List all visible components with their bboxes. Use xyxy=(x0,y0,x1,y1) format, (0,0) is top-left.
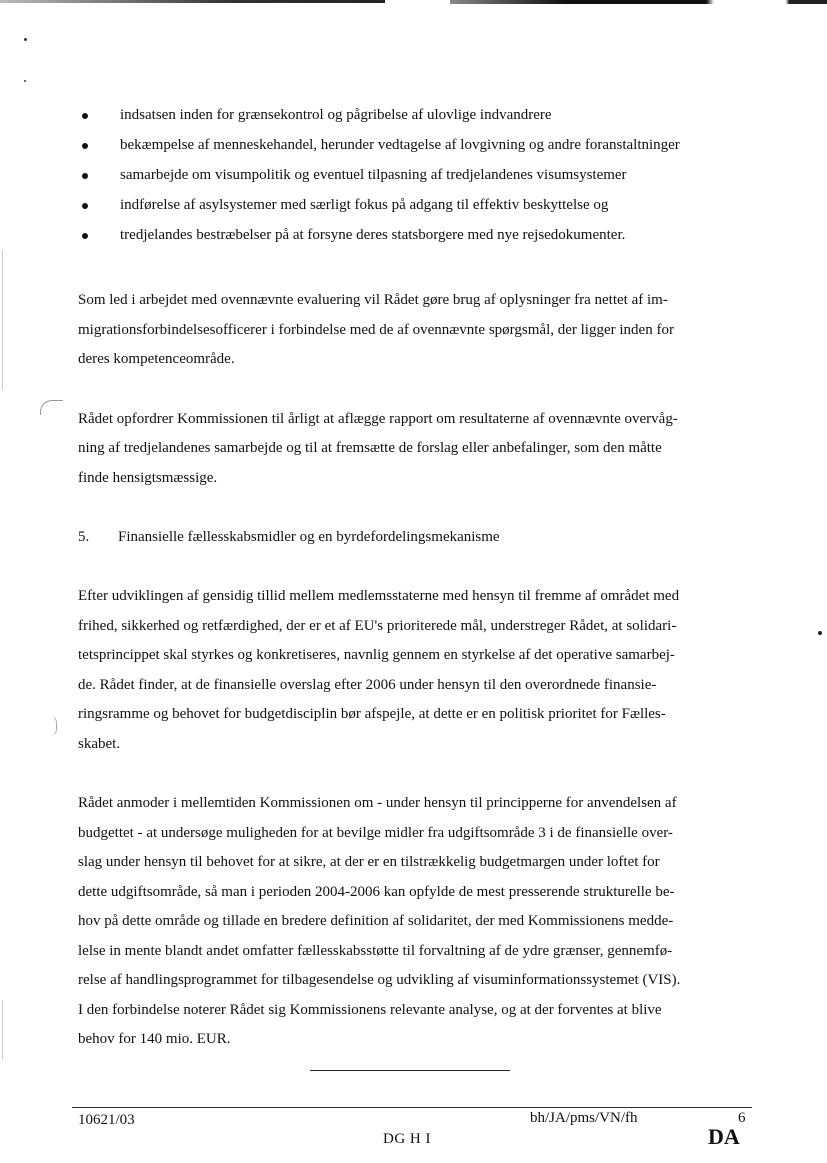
margin-paren-mark xyxy=(50,716,57,736)
section-title: Finansielle fællesskabsmidler og en byrdefordelingsmekanisme xyxy=(118,529,500,545)
margin-bracket-mark xyxy=(40,400,63,415)
list-item: samarbejde om visumpolitik og eventuel tilpasning af tredjelandenes visumsystemer xyxy=(78,160,750,190)
scan-speck xyxy=(24,80,26,82)
list-item: indførelse af asylsystemer med særligt fokus på adgang til effektiv beskyttelse og xyxy=(78,190,750,220)
scan-edge-right xyxy=(450,0,827,4)
margin-line xyxy=(2,250,3,390)
bullet-dot-icon xyxy=(82,113,88,119)
paragraph-solidarity: Efter udviklingen af gensidig tillid mellem medlemsstaterne med hensyn til fremme af området med frihed, sikkerhed og retfærdighed, der er et af EU's prioriterede mål, understreger Rådet, at solidari- tetsprincippet skal styrkes og konkretiseres, navnlig gennem en styrkelse af det operative samarbej- de. Rådet finder, at de finansielle overslag efter 2006 under hensyn til den overordnede finansie- ringsramme og behovet for budgetdisciplin bør afspejle, at dette er en politisk prioritet for Fælles- skabet. xyxy=(78,588,680,752)
section-heading xyxy=(78,523,750,552)
page-number: 6 xyxy=(738,1110,746,1126)
scan-speck xyxy=(24,38,27,41)
language-code: DA xyxy=(708,1124,740,1149)
author-initials: bh/JA/pms/VN/fh xyxy=(530,1110,638,1126)
list-item: indsatsen inden for grænsekontrol og pågribelse af ulovlige indvandrere xyxy=(78,100,750,130)
paragraph-budget-request: Rådet anmoder i mellemtiden Kommissionen om - under hensyn til principperne for anvendelsen af budgettet - at undersøge muligheden for at bevilge midler fra udgiftsområde 3 i de finansielle over- slag under hensyn til behovet for at sikre, at der er en tilstrækkelig budgetmargen under loftet for dette udgiftsområde, så man i perioden 2004-2006 kan opfylde de mest presserende strukturelle be- hov på dette område og tillade en bredere definition af solidaritet, der med Kommissionens medde- lelse in mente blandt andet omfatter fællesskabsstøtte til forvaltning af de ydre grænser, gennemfø- relse af handlingsprogrammet for tilbagesendelse og udvikling af visuminformationssystemet (VIS). I den forbindelse noterer Rådet sig Kommissionens relevante analyse, og at der forventes at blive behov for 140 mio. EUR. xyxy=(78,795,681,1047)
bullet-dot-icon xyxy=(82,203,88,209)
scan-edge-left xyxy=(0,0,385,3)
list-item: bekæmpelse af menneskehandel, herunder vedtagelse af lovgivning og andre foranstaltninger xyxy=(78,130,750,160)
list-item: tredjelandes bestræbelser på at forsyne deres statsborgere med nye rejsedokumenter. xyxy=(78,220,750,250)
scan-speck xyxy=(818,631,822,635)
paragraph-annual-report: Rådet opfordrer Kommissionen til årligt at aflægge rapport om resultaterne af ovennævnte overvåg- ning af tredjelandenes samarbejde og til at fremsætte de forslag eller anbefalinger, som den måtte finde hensigtsmæssige. xyxy=(78,410,678,486)
footer-rule xyxy=(72,1107,752,1108)
department-code: DG H I xyxy=(383,1131,431,1147)
section-number: 5. xyxy=(78,529,90,545)
bullet-dot-icon xyxy=(82,143,88,149)
document-body xyxy=(78,100,750,1055)
margin-line xyxy=(2,1000,3,1060)
paragraph-liaison-officers: Som led i arbejdet med ovennævnte evaluering vil Rådet gøre brug af oplysninger fra nettet af im- migrationsforbindelsesofficerer i forbindelse med de af ovennævnte spørgsmål, der ligger inden for deres kompetenceområde. xyxy=(78,292,674,367)
document-reference: 10621/03 xyxy=(78,1112,135,1128)
bullet-list xyxy=(78,100,750,250)
bullet-dot-icon xyxy=(82,233,88,239)
bullet-dot-icon xyxy=(82,173,88,179)
end-of-text-rule xyxy=(310,1070,510,1071)
